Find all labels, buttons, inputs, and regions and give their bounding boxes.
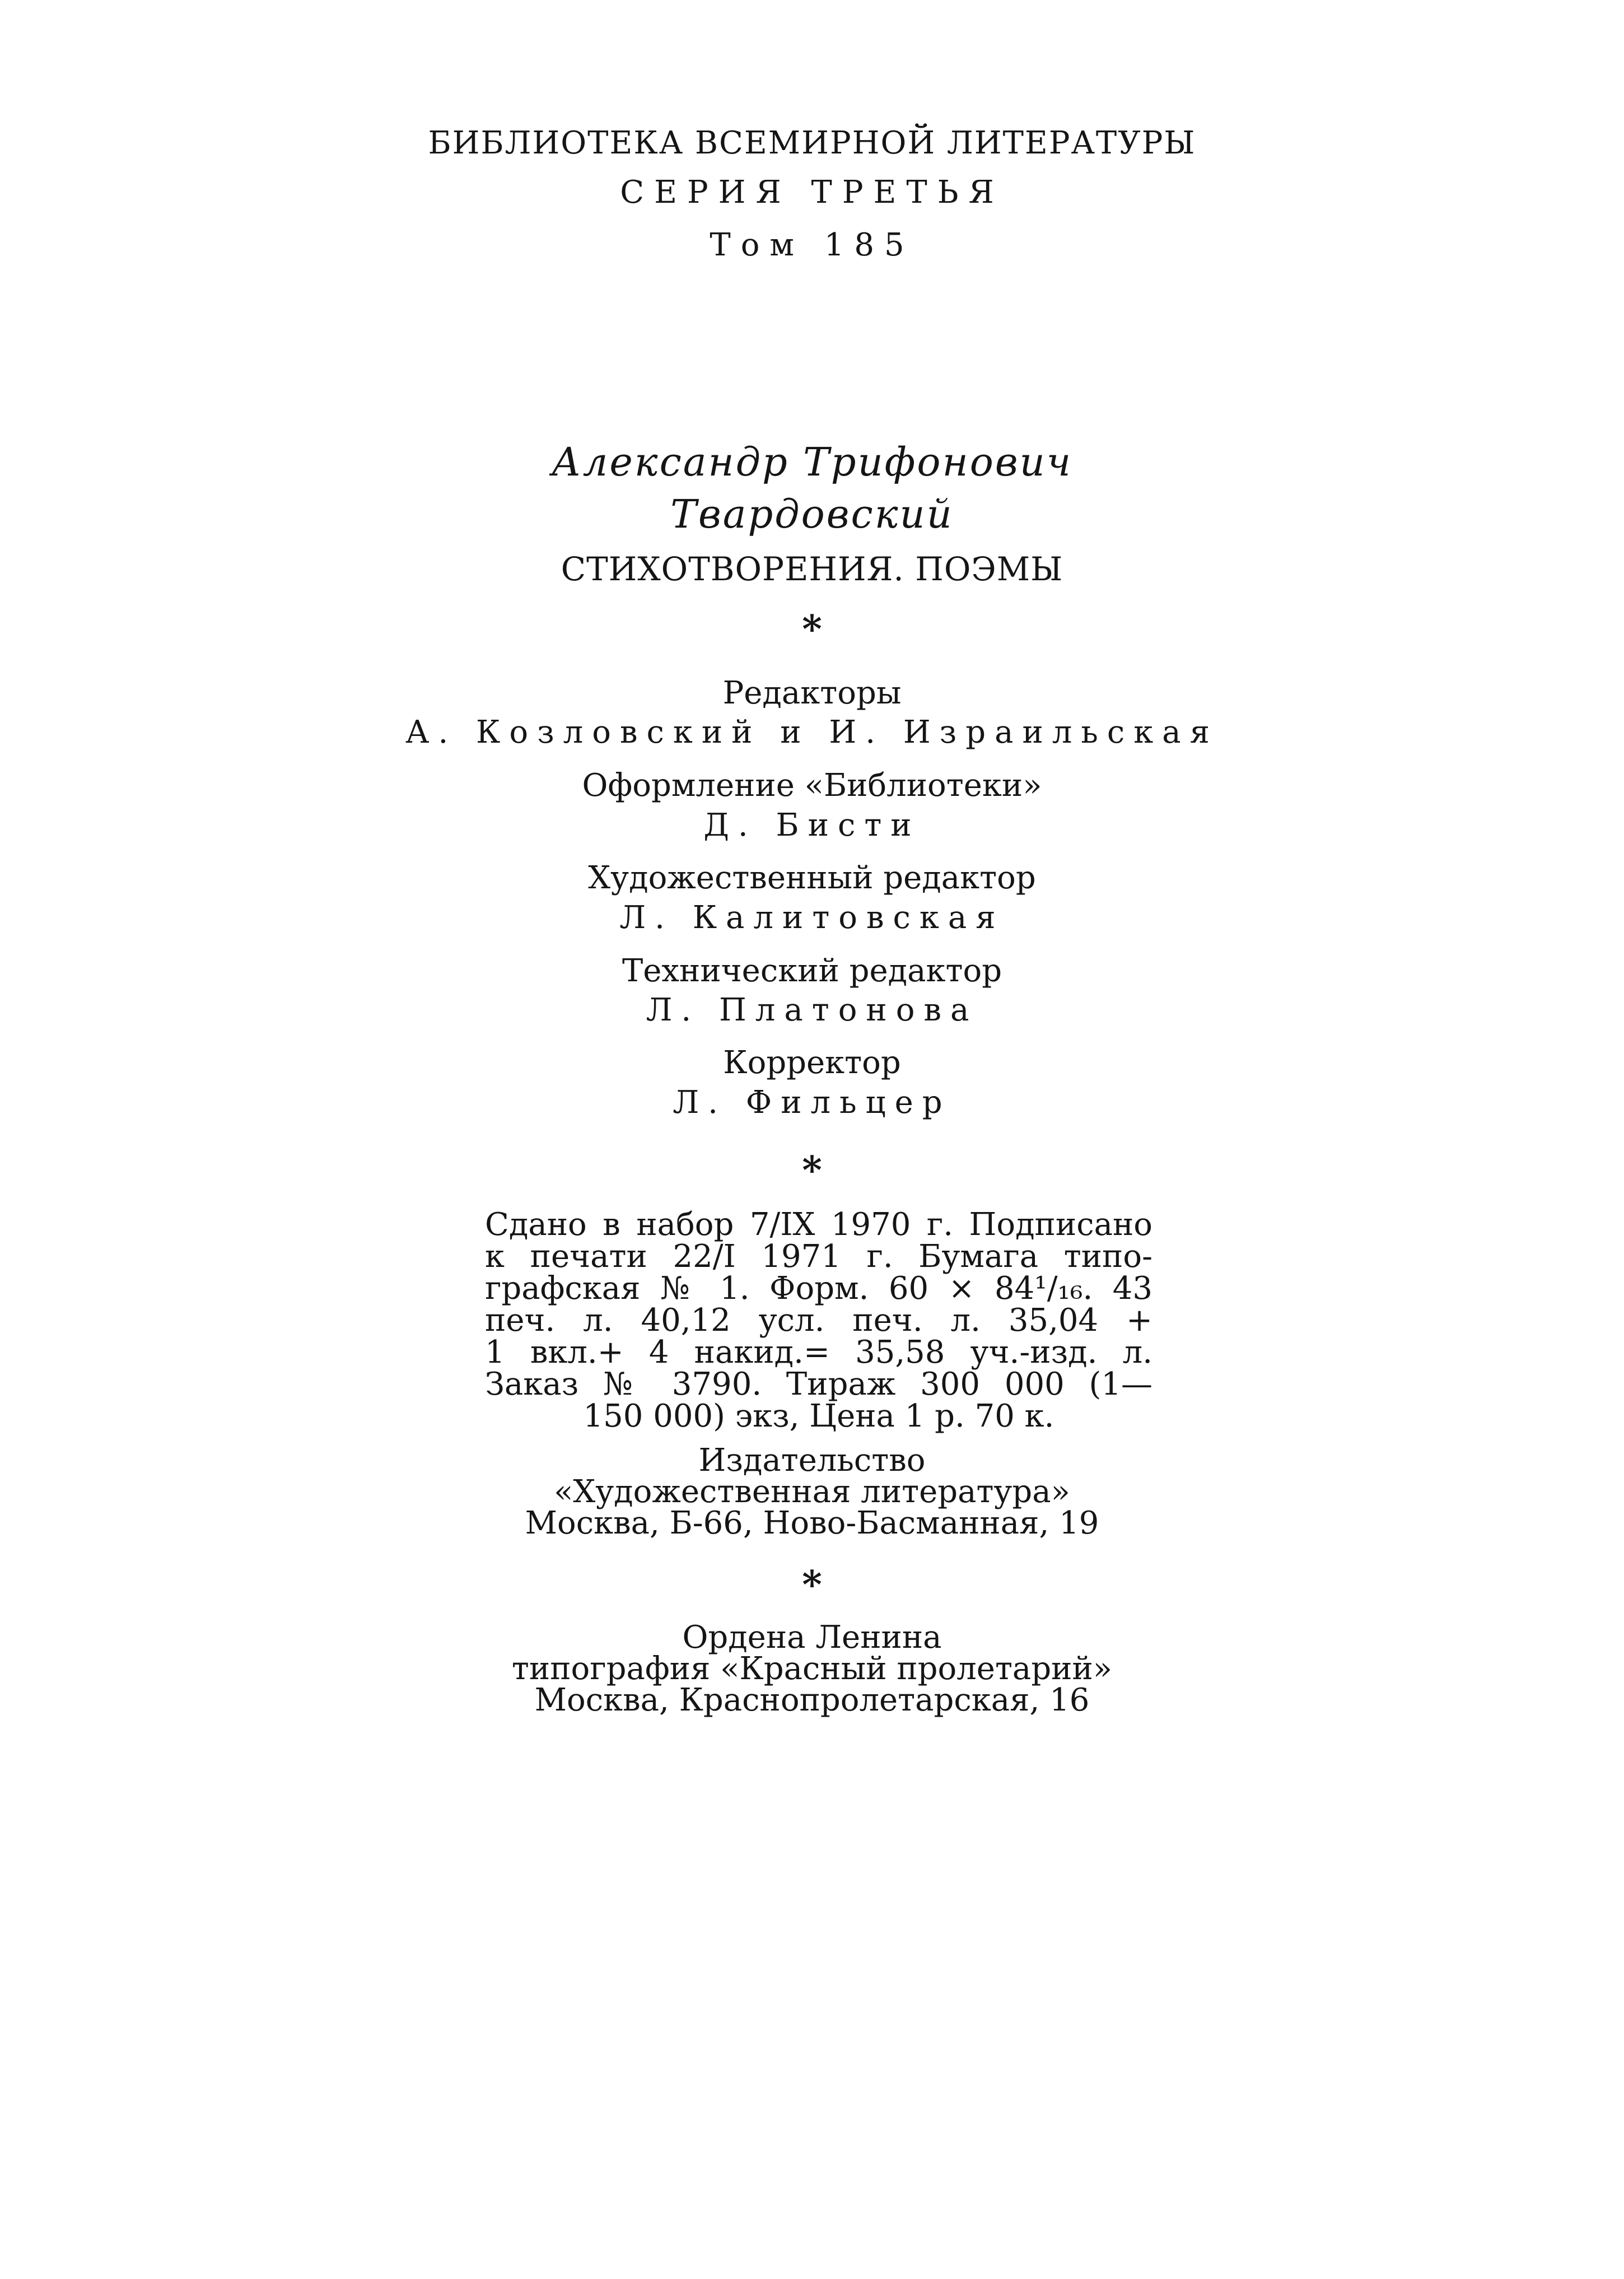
credit-role-tech-editor: Технический редактор (622, 953, 1002, 989)
author-first-line: Александр Трифонович (551, 439, 1073, 485)
separator-star: * (802, 1563, 822, 1607)
credit-role-design: Оформление «Библиотеки» (582, 767, 1042, 804)
imprint-line: к печати 22/I 1971 г. Бумага типо- (485, 1238, 1152, 1275)
credit-person-proofreader: Л. Фильцер (673, 1084, 951, 1121)
credit-person-tech-editor: Л. Платонова (646, 992, 978, 1028)
imprint-line: печ. л. 40,12 усл. печ. л. 35,04 + (485, 1302, 1152, 1339)
publisher-line: Москва, Б-66, Ново-Басманная, 19 (525, 1505, 1099, 1541)
credit-role-art-editor: Художественный редактор (588, 860, 1036, 896)
credit-person-editors: А. Козловский и И. Израильская (405, 714, 1219, 751)
printer-line: Ордена Ленина (682, 1619, 942, 1656)
imprint-line: Сдано в набор 7/IX 1970 г. Подписано (485, 1206, 1152, 1243)
publisher-line: Издательство (698, 1442, 926, 1479)
volume-number: Том 185 (710, 227, 914, 263)
separator-star: * (802, 1148, 822, 1193)
printer-line: типография «Красный пролетарий» (511, 1651, 1113, 1687)
credit-person-art-editor: Л. Калитовская (619, 900, 1005, 936)
publisher-info (0, 1442, 1624, 1541)
imprint-line: 1 вкл.+ 4 накид.= 35,58 уч.-изд. л. (485, 1334, 1152, 1371)
credit-role-editors: Редакторы (722, 675, 902, 711)
library-name: БИБЛИОТЕКА ВСЕМИРНОЙ ЛИТЕРАТУРЫ (428, 125, 1196, 161)
imprint-line: графская № 1. Форм. 60 × 84¹/₁₆. 43 (485, 1270, 1152, 1307)
imprint-line: 150 000) экз, Цена 1 р. 70 к. (583, 1398, 1054, 1434)
author-second-line: Твардовский (670, 491, 954, 537)
credit-person-design: Д. Бисти (703, 807, 921, 843)
imprint-line: Заказ № 3790. Тираж 300 000 (1— (485, 1366, 1152, 1402)
imprint-details (485, 1206, 1152, 1434)
credit-role-proofreader: Корректор (723, 1045, 901, 1081)
book-title: СТИХОТВОРЕНИЯ. ПОЭМЫ (561, 550, 1063, 588)
separator-star: * (802, 607, 822, 652)
series-name: СЕРИЯ ТРЕТЬЯ (620, 174, 1004, 211)
printer-info (0, 1619, 1624, 1718)
printer-line: Москва, Краснопролетарская, 16 (534, 1682, 1090, 1718)
publisher-line: «Художественная литература» (554, 1474, 1070, 1510)
